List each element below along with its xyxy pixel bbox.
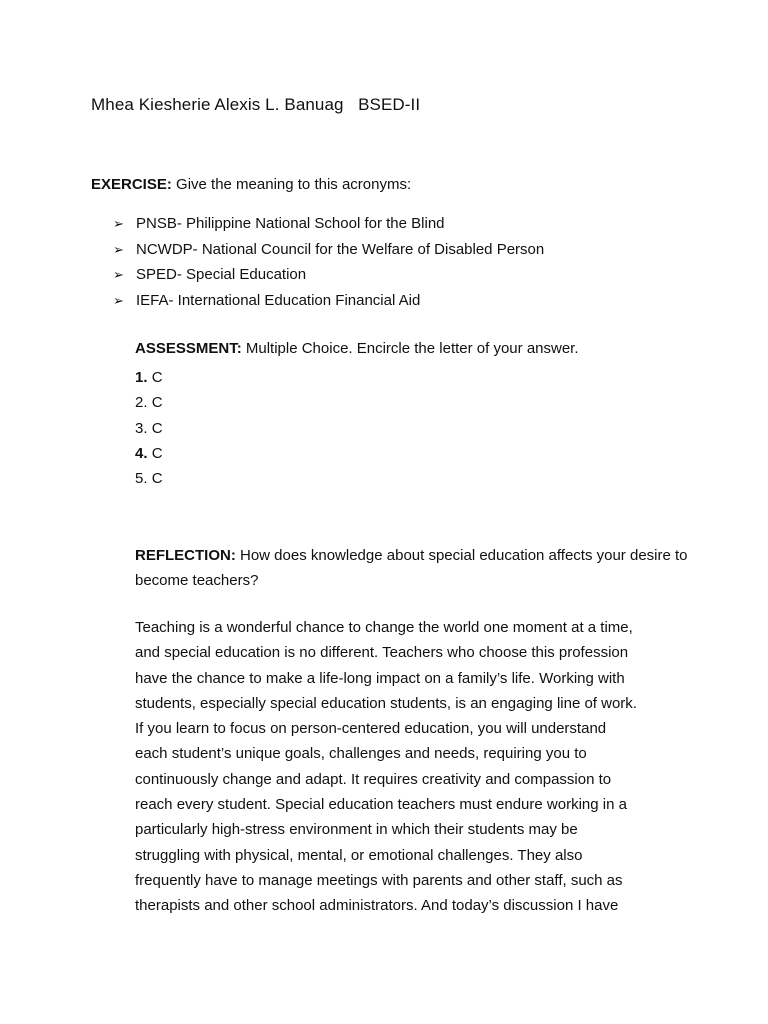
- answer-letter: C: [151, 394, 163, 412]
- essay-line: reach every student. Special education teachers must endure working in a: [135, 796, 627, 814]
- exercise-label: EXERCISE:: [91, 176, 172, 193]
- assessment-prompt: [135, 340, 579, 357]
- reflection-question: How does knowledge about special education affects your desire to become teachers?: [135, 547, 688, 590]
- essay-line: students, especially special education students, is an engaging line of work.: [135, 694, 637, 712]
- exercise-instruction: Give the meaning to this acronyms:: [176, 176, 412, 193]
- answer-letter: C: [151, 419, 163, 437]
- acronym-text: NCWDP- National Council for the Welfare of Disabled Person: [136, 240, 545, 258]
- arrow-bullet-icon: ➢: [113, 241, 124, 257]
- acronym-item: [113, 262, 544, 288]
- answer-item: [135, 365, 163, 390]
- answer-item: [135, 416, 163, 441]
- acronym-item: [113, 237, 544, 263]
- acronym-text: IEFA- International Education Financial Aid: [136, 291, 421, 309]
- exercise-prompt: [91, 176, 411, 193]
- answer-item: [135, 390, 163, 415]
- essay-line: have the chance to make a life-long impact on a family’s life. Working with: [135, 669, 625, 687]
- acronym-item: [113, 211, 544, 237]
- acronym-text: PNSB- Philippine National School for the Blind: [136, 215, 445, 232]
- reflection-prompt: [135, 543, 695, 594]
- answer-letter: C: [151, 369, 163, 386]
- essay-line: Teaching is a wonderful chance to change the world one moment at a time,: [135, 619, 633, 636]
- essay-line: frequently have to manage meetings with parents and other staff, such as: [135, 871, 623, 889]
- answer-item: [135, 441, 163, 466]
- student-name: Mhea Kiesherie Alexis L. Banuag: [91, 95, 344, 114]
- arrow-bullet-icon: ➢: [113, 292, 124, 308]
- answer-list: [135, 365, 163, 491]
- acronym-item: [113, 288, 544, 314]
- essay-line: therapists and other school administrators. And today’s discussion I have: [135, 897, 619, 915]
- assessment-instruction: Multiple Choice. Encircle the letter of your answer.: [245, 340, 579, 357]
- assessment-label: ASSESSMENT:: [135, 340, 242, 357]
- acronym-list: [113, 211, 544, 313]
- reflection-label: REFLECTION:: [135, 547, 236, 564]
- essay-line: If you learn to focus on person-centered education, you will understand: [135, 720, 607, 738]
- answer-number: 2.: [135, 394, 148, 412]
- essay-line: and special education is no different. Teachers who choose this profession: [135, 644, 629, 662]
- document-heading: [91, 95, 420, 115]
- answer-letter: C: [151, 470, 163, 488]
- essay-line: each student’s unique goals, challenges and needs, requiring you to: [135, 745, 587, 763]
- course-label: BSED-II: [358, 95, 421, 114]
- answer-number: 4.: [135, 444, 148, 462]
- essay-line: continuously change and adapt. It requires creativity and compassion to: [135, 770, 612, 788]
- answer-number: 5.: [135, 470, 148, 488]
- arrow-bullet-icon: ➢: [113, 216, 124, 231]
- answer-letter: C: [151, 444, 163, 462]
- answer-item: [135, 466, 163, 491]
- answer-number: 1.: [135, 369, 148, 386]
- essay-line: particularly high-stress environment in which their students may be: [135, 821, 578, 839]
- reflection-essay: [135, 615, 695, 919]
- answer-number: 3.: [135, 419, 148, 437]
- arrow-bullet-icon: ➢: [113, 267, 124, 282]
- essay-line: struggling with physical, mental, or emotional challenges. They also: [135, 846, 583, 864]
- acronym-text: SPED- Special Education: [136, 266, 307, 283]
